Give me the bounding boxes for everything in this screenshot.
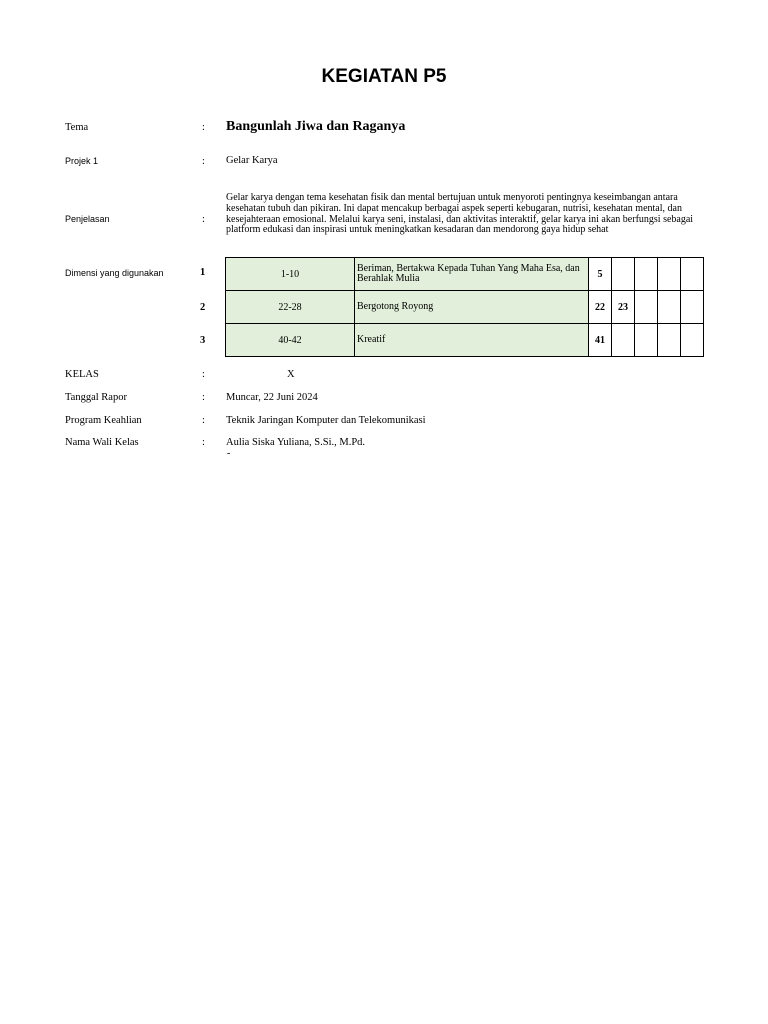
kelas-label: KELAS [65,369,99,380]
tanggal-colon: : [202,392,205,403]
sub-element-cell [658,291,681,324]
dimensi-row-number: 2 [200,302,206,313]
projek-value: Gelar Karya [226,155,278,166]
sub-element-cell [635,258,658,291]
dimensi-code: 22-28 [226,291,355,324]
table-row [226,258,704,291]
wali-value: Aulia Siska Yuliana, S.Si., M.Pd. [226,437,366,448]
sub-element-cell [612,258,635,291]
penjelasan-text: Gelar karya dengan tema kesehatan fisik dan mental bertujuan untuk menyoroti pentingnya keseimbangan antara kesehatan tubuh dan pikiran. Ini dapat mencakup berbagai aspek seperti kebugaran, nutrisi, kesehatan mental, dan kesejahteraan emosional. Melalui karya seni, instalasi, dan aktivitas interaktif, gelar karya ini akan berfungsi sebagai platform edukasi dan inspirasi untuk meningkatkan kesadaran dan mendorong gaya hidup sehat [226,192,694,236]
sub-element-cell [612,324,635,357]
sub-element-cell: 23 [612,291,635,324]
dimensi-description: Bergotong Royong [355,291,589,324]
tema-colon: : [202,122,205,133]
sub-element-cell [635,291,658,324]
sub-element-cell: 22 [589,291,612,324]
penjelasan-label: Penjelasan [65,214,110,224]
dimensi-code: 1-10 [226,258,355,291]
page-title: KEGIATAN P5 [321,66,447,87]
kelas-colon: : [202,369,205,380]
projek-label: Projek 1 [65,156,99,166]
sub-element-cell: 41 [589,324,612,357]
penjelasan-colon: : [202,214,205,225]
kelas-value: X [287,369,295,380]
tanggal-label: Tanggal Rapor [65,392,127,403]
tanggal-value: Muncar, 22 Juni 2024 [226,392,318,403]
sub-element-cell [681,258,704,291]
dash-marker: - [227,448,231,459]
sub-element-cell: 5 [589,258,612,291]
table-row [226,291,704,324]
tema-value: Bangunlah Jiwa dan Raganya [226,119,406,134]
dimensi-row-number: 1 [200,267,206,278]
dimensi-code: 40-42 [226,324,355,357]
sub-element-cell [658,258,681,291]
program-colon: : [202,415,205,426]
sub-element-cell [681,291,704,324]
dimensi-table [225,257,704,357]
sub-element-cell [635,324,658,357]
tema-label: Tema [65,122,89,133]
dimensi-row-number: 3 [200,335,206,346]
sub-element-cell [681,324,704,357]
projek-colon: : [202,156,205,167]
sub-element-cell [658,324,681,357]
table-row [226,324,704,357]
wali-colon: : [202,437,205,448]
dimensi-label: Dimensi yang digunakan [65,268,164,278]
program-label: Program Keahlian [65,415,142,426]
dimensi-description: Kreatif [355,324,589,357]
program-value: Teknik Jaringan Komputer dan Telekomunikasi [226,415,426,426]
dimensi-description: Beriman, Bertakwa Kepada Tuhan Yang Maha Esa, dan Berahlak Mulia [355,258,589,291]
wali-label: Nama Wali Kelas [65,437,139,448]
